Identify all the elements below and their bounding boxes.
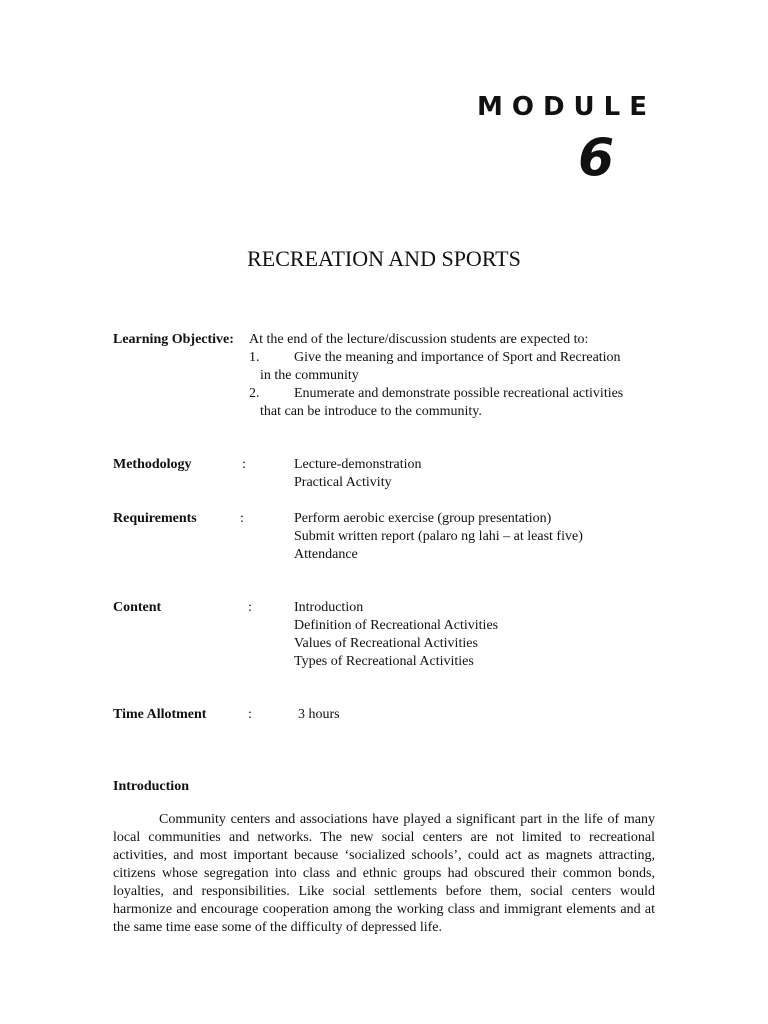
- objective-2-line2: that can be introduce to the community.: [260, 404, 482, 419]
- methodology-colon: :: [242, 457, 246, 472]
- content-item: Introduction: [294, 600, 364, 615]
- learning-objective-label: Learning Objective:: [113, 332, 234, 347]
- objective-2-line1: Enumerate and demonstrate possible recreational activities: [294, 386, 624, 401]
- methodology-label: Methodology: [113, 457, 192, 472]
- introduction-paragraph: Community centers and associations have played a significant part in the life of many local communities and networks. The new social centers are not limited to recreational activities, and most important because ‘socialized schools’, could act as magnets attracting, citizens whose segregation into class and ethnic groups had obscured their common bonds, loyalties, and responsibilities. Like social settlements before them, social centers would harmonize and encourage cooperation among the working class and immigrant elements and at the same time ease some of the difficulty of depressed life.: [113, 812, 655, 935]
- methodology-item: Practical Activity: [294, 475, 392, 490]
- module-number: 6: [578, 128, 615, 188]
- requirement-item: Submit written report (palaro ng lahi – at least five): [294, 529, 583, 544]
- requirements-colon: :: [240, 511, 244, 526]
- objective-1-line2: in the community: [260, 368, 359, 383]
- content-label: Content: [113, 600, 162, 615]
- requirements-label: Requirements: [113, 511, 197, 526]
- time-allotment-label: Time Allotment: [113, 707, 207, 722]
- content-colon: :: [248, 600, 252, 615]
- introduction-heading: Introduction: [113, 779, 189, 794]
- objective-number-2: 2.: [249, 386, 260, 401]
- content-item: Types of Recreational Activities: [294, 654, 474, 669]
- time-allotment-colon: :: [248, 707, 252, 722]
- learning-objective-intro: At the end of the lecture/discussion students are expected to:: [249, 332, 589, 347]
- objective-number-1: 1.: [249, 350, 260, 365]
- page-title: RECREATION AND SPORTS: [247, 246, 521, 271]
- time-allotment-value: 3 hours: [298, 707, 340, 722]
- requirement-item: Attendance: [294, 547, 358, 562]
- requirement-item: Perform aerobic exercise (group presentation): [294, 511, 552, 526]
- content-item: Values of Recreational Activities: [294, 636, 478, 651]
- content-item: Definition of Recreational Activities: [294, 618, 499, 633]
- module-label: MODULE: [477, 92, 656, 122]
- objective-1-line1: Give the meaning and importance of Sport and Recreation: [294, 350, 621, 365]
- methodology-item: Lecture-demonstration: [294, 457, 422, 472]
